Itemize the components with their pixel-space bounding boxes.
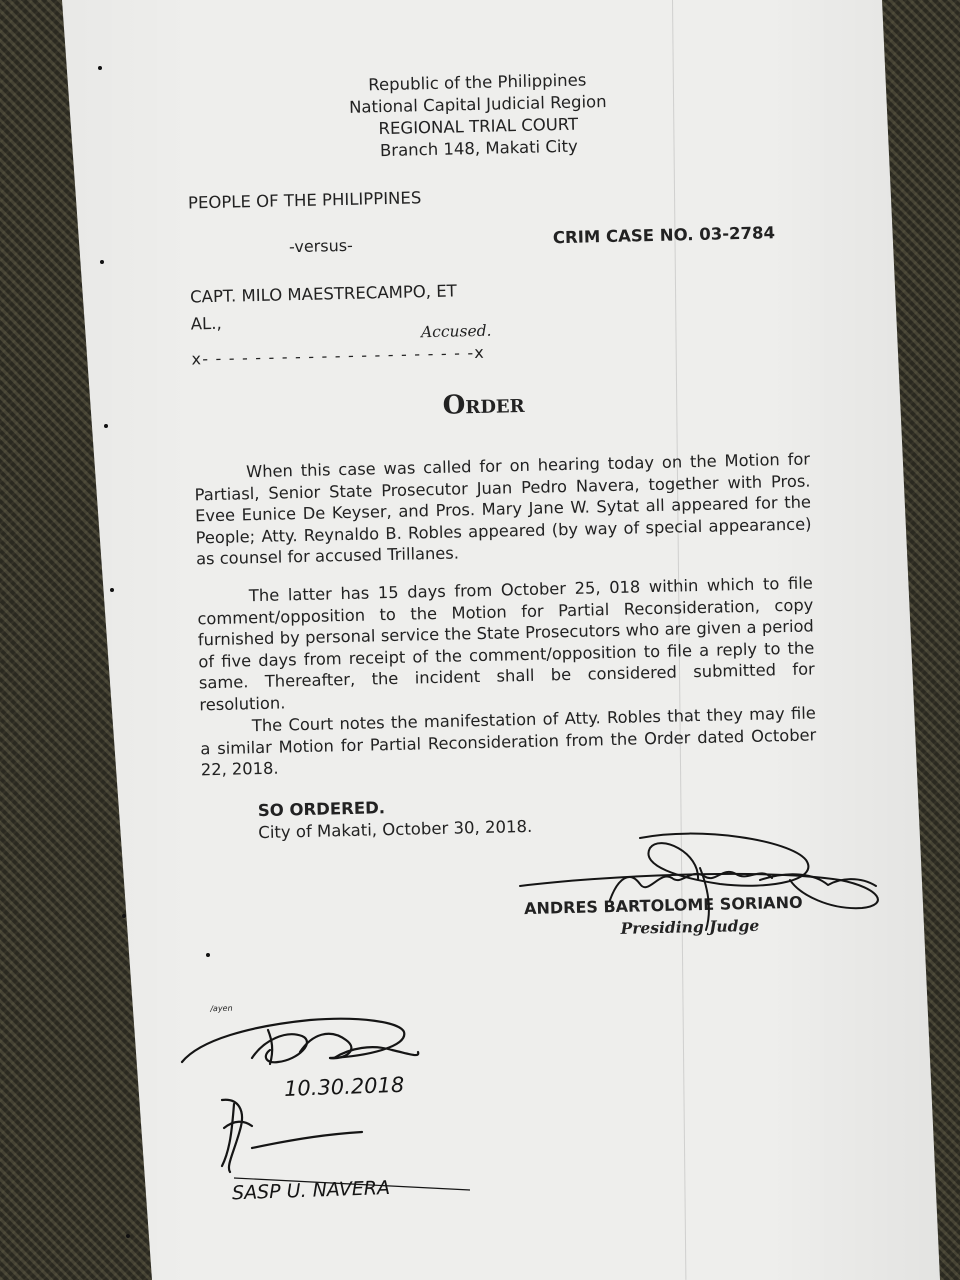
margin-dot <box>100 260 104 264</box>
versus-label: -versus- <box>288 235 354 257</box>
judge-title: Presiding Judge <box>620 915 760 938</box>
margin-dot <box>122 914 126 918</box>
handwritten-name: SASP U. NAVERA <box>231 1176 391 1205</box>
case-number: CRIM CASE NO. 03-2784 <box>552 223 776 248</box>
accused-name: CAPT. MILO MAESTRECAMPO, ET AL., <box>189 281 457 334</box>
body-paragraph-3: The Court notes the manifestation of Atty. Robles that they may file a similar Motion for Partial Reconsideration from the Order dated October 22, 2018. <box>200 703 817 780</box>
judge-name: ANDRES BARTOLOME SORIANO <box>523 892 803 919</box>
margin-dot <box>98 66 102 70</box>
typist-initials: /ayen <box>210 1003 233 1014</box>
margin-dot <box>126 1234 130 1238</box>
header-region: National Capital Judicial Region <box>348 91 607 117</box>
accused-label: Accused. <box>420 321 492 342</box>
body-paragraph-1: When this case was called for on hearing today on the Motion for Partiasl, Senior State Prosecutor Juan Pedro Navera, together with Pros. Evee Eunice De Keyser, and Pros. Mary Jane W. Sytat all appeared for the People; Atty. Reynaldo B. Robles appeared (by way of special appearance) as counsel for accused Trillanes. <box>194 449 812 569</box>
caption-separator: x- - - - - - - - - - - - - - - - - - - - -x <box>191 342 486 369</box>
header-branch: Branch 148, Makati City <box>379 136 578 161</box>
plaintiff-name: PEOPLE OF THE PHILIPPINES <box>187 188 422 213</box>
header-republic: Republic of the Philippines <box>368 70 587 95</box>
margin-dot <box>110 588 114 592</box>
city-date: City of Makati, October 30, 2018. <box>258 816 533 843</box>
body-paragraph-2: The latter has 15 days from October 25, 018 within which to file comment/opposition to the Motion for Partial Reconsideration, copy furnished by personal service the State Prosecutors who are given a period of five days from receipt of the comment/opposition to file a reply to the same. Thereafter, the incident shall be considered submitted for resolution. <box>197 573 815 714</box>
so-ordered: SO ORDERED. <box>257 798 386 821</box>
court-header <box>327 69 629 164</box>
handwritten-date: 10.30.2018 <box>283 1072 405 1101</box>
margin-dot <box>206 953 210 957</box>
margin-dot <box>104 424 108 428</box>
header-court: REGIONAL TRIAL COURT <box>378 114 579 139</box>
order-title: Order <box>442 388 525 421</box>
